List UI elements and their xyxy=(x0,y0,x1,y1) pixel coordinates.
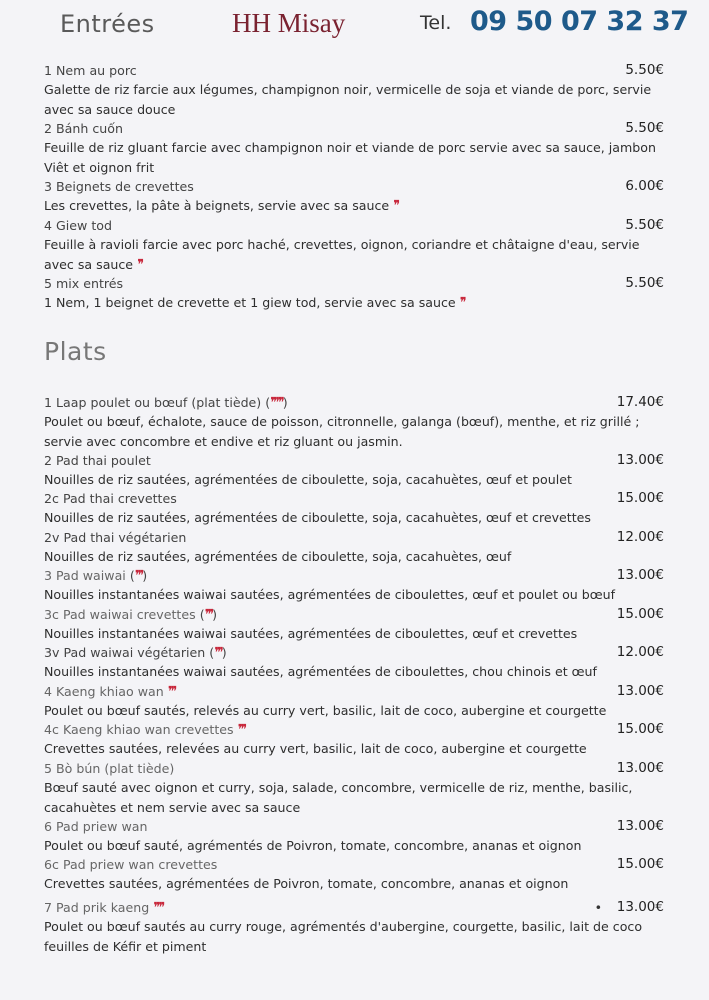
item-name: 5 Bò bún (plat tiède) xyxy=(44,761,175,776)
bullet-mark: • xyxy=(594,900,602,915)
item-name: 1 Nem au porc xyxy=(44,63,137,78)
menu-header xyxy=(0,6,709,46)
item-price: 12.00€ xyxy=(616,644,664,660)
menu-item xyxy=(44,855,664,894)
item-price: 5.50€ xyxy=(625,120,664,136)
item-description: Nouilles instantanées waiwai sautées, agrémentées de ciboulettes, œuf et crevettes xyxy=(44,626,578,642)
section-title-plats: Plats xyxy=(44,337,107,366)
item-name: 6 Pad priew wan xyxy=(44,819,148,834)
menu-item xyxy=(44,817,664,856)
item-price: 15.00€ xyxy=(616,606,664,622)
item-price: 12.00€ xyxy=(616,529,664,545)
menu-item xyxy=(44,216,664,275)
chili-pepper-icon: ❜❜❜❜ xyxy=(153,900,164,916)
item-description: Nouilles instantanées waiwai sautées, agrémentées de ciboulettes, œuf et poulet ou bœuf xyxy=(44,587,616,603)
menu-item xyxy=(44,759,664,817)
item-name: 4 Giew tod xyxy=(44,218,112,233)
item-description: Feuille à ravioli farcie avec porc haché, crevettes, oignon, coriandre et châtaigne d'eau, servie avec sa sauce xyxy=(44,237,640,272)
item-description: 1 Nem, 1 beignet de crevette et 1 giew tod, servie avec sa sauce xyxy=(44,295,456,311)
menu-item xyxy=(44,720,664,759)
item-name: 4 Kaeng khiao wan xyxy=(44,684,164,699)
item-description: Les crevettes, la pâte à beignets, servie avec sa sauce xyxy=(44,198,390,214)
menu-item xyxy=(44,898,664,956)
chili-pepper-icon: ❜❜❜ xyxy=(237,722,246,738)
item-price: 15.00€ xyxy=(616,490,664,506)
restaurant-name: HH Misay xyxy=(232,8,346,38)
menu-item xyxy=(44,177,664,217)
menu-item xyxy=(44,451,664,490)
item-price: 15.00€ xyxy=(616,856,664,872)
menu-item xyxy=(44,61,664,119)
item-description: Galette de riz farcie aux légumes, champignon noir, vermicelle de soja et viande de porc, servie avec sa sauce douce xyxy=(44,82,652,117)
chili-pepper-icon: ❜❜ xyxy=(459,295,465,312)
item-price: 13.00€ xyxy=(616,683,664,699)
item-name: 7 Pad prik kaeng xyxy=(44,900,150,915)
item-description: Crevettes sautées, agrémentées de Poivron, tomate, concombre, ananas et oignon xyxy=(44,876,569,892)
menu-item: 3c Pad waiwai crevettes (❜❜❜) 15.00€ Nouilles instantanées waiwai sautées, agrémentées de ciboulettes, œuf et crevettes xyxy=(44,605,664,644)
item-name: 4c Kaeng khiao wan crevettes xyxy=(44,722,234,737)
item-description: Feuille de riz gluant farcie avec champignon noir et viande de porc servie avec sa sauce, jambon Viêt et oignon frit xyxy=(44,140,656,175)
item-name: 2 Pad thai poulet xyxy=(44,453,151,468)
item-name: 2c Pad thai crevettes xyxy=(44,491,177,506)
menu-item xyxy=(44,528,664,567)
item-description: Bœuf sauté avec oignon et curry, soja, salade, concombre, vermicelle de riz, menthe, basilic, cacahuètes et nem servie avec sa sauce xyxy=(44,780,633,815)
item-description: Poulet ou bœuf sautés au curry rouge, agrémentés d'aubergine, courgette, basilic, lait de coco feuilles de Kéfir et piment xyxy=(44,919,643,954)
item-price: 5.50€ xyxy=(625,62,664,78)
item-description: Poulet ou bœuf sautés, relevés au curry vert, basilic, lait de coco, aubergine et courgette xyxy=(44,703,607,719)
item-price: 13.00€ xyxy=(616,899,664,915)
item-description: Nouilles de riz sautées, agrémentées de ciboulette, soja, cacahuètes, œuf xyxy=(44,549,512,565)
item-price: 5.50€ xyxy=(625,217,664,233)
item-price: 13.00€ xyxy=(616,452,664,468)
menu-item: 3v Pad waiwai végétarien (❜❜❜) 12.00€ Nouilles instantanées waiwai sautées, agrémentées de ciboulettes, chou chinois et œuf xyxy=(44,643,664,682)
item-name: 3 Beignets de crevettes xyxy=(44,179,194,194)
item-name: 6c Pad priew wan crevettes xyxy=(44,857,218,872)
item-name: 2v Pad thai végétarien xyxy=(44,530,187,545)
item-price: 13.00€ xyxy=(616,760,664,776)
item-name: 2 Bánh cuốn xyxy=(44,121,123,136)
item-name: 3c Pad waiwai crevettes xyxy=(44,607,196,622)
item-name: 3v Pad waiwai végétarien xyxy=(44,645,206,660)
item-price: 13.00€ xyxy=(616,567,664,583)
chili-pepper-icon: ❜❜ xyxy=(393,198,399,215)
menu-item xyxy=(44,274,664,314)
menu-item xyxy=(44,682,664,721)
item-name: 5 mix entrés xyxy=(44,276,124,291)
item-price: 15.00€ xyxy=(616,721,664,737)
menu-item xyxy=(44,489,664,528)
chili-pepper-icon: ❜❜ xyxy=(137,256,143,273)
chili-pepper-icon: ❜❜❜❜❜ xyxy=(270,395,283,411)
item-description: Crevettes sautées, relevées au curry vert, basilic, lait de coco, aubergine et courgette xyxy=(44,741,587,757)
chili-pepper-icon: ❜❜❜ xyxy=(204,607,213,623)
section-title-entrees: Entrées xyxy=(60,10,155,38)
item-description: Nouilles instantanées waiwai sautées, agrémentées de ciboulettes, chou chinois et œuf xyxy=(44,664,597,680)
chili-pepper-icon: ❜❜❜ xyxy=(167,684,176,700)
chili-pepper-icon: ❜❜❜ xyxy=(134,568,143,584)
menu-item xyxy=(44,119,664,177)
chili-pepper-icon: ❜❜❜ xyxy=(214,645,222,661)
item-price: 13.00€ xyxy=(616,818,664,834)
item-price: 5.50€ xyxy=(625,275,664,291)
item-description: Poulet ou bœuf, échalote, sauce de poisson, citronnelle, galanga (bœuf), menthe, et riz grillé ; servie avec concombre et endive et riz gluant ou jasmin. xyxy=(44,414,640,449)
item-name: 1 Laap poulet ou bœuf (plat tiède) xyxy=(44,395,262,410)
phone-number: 09 50 07 32 37 xyxy=(470,6,689,37)
item-description: Nouilles de riz sautées, agrémentées de ciboulette, soja, cacahuètes, œuf et poulet xyxy=(44,472,572,488)
tel-label: Tel. xyxy=(420,12,452,34)
item-price: 17.40€ xyxy=(616,394,664,410)
item-description: Nouilles de riz sautées, agrémentées de ciboulette, soja, cacahuètes, œuf et crevettes xyxy=(44,510,591,526)
item-price: 6.00€ xyxy=(625,178,664,194)
item-description: Poulet ou bœuf sauté, agrémentés de Poivron, tomate, concombre, ananas et oignon xyxy=(44,838,582,854)
menu-item: 3 Pad waiwai (❜❜❜) 13.00€ Nouilles instantanées waiwai sautées, agrémentées de ciboulettes, œuf et poulet ou bœuf xyxy=(44,566,664,605)
menu-item: 1 Laap poulet ou bœuf (plat tiède) (❜❜❜❜❜) 17.40€ Poulet ou bœuf, échalote, sauce de poisson, citronnelle, galanga (bœuf), menthe, et riz grillé ; servie avec concombre et endive et riz gluant ou jasmin. xyxy=(44,393,664,451)
item-name: 3 Pad waiwai xyxy=(44,568,126,583)
